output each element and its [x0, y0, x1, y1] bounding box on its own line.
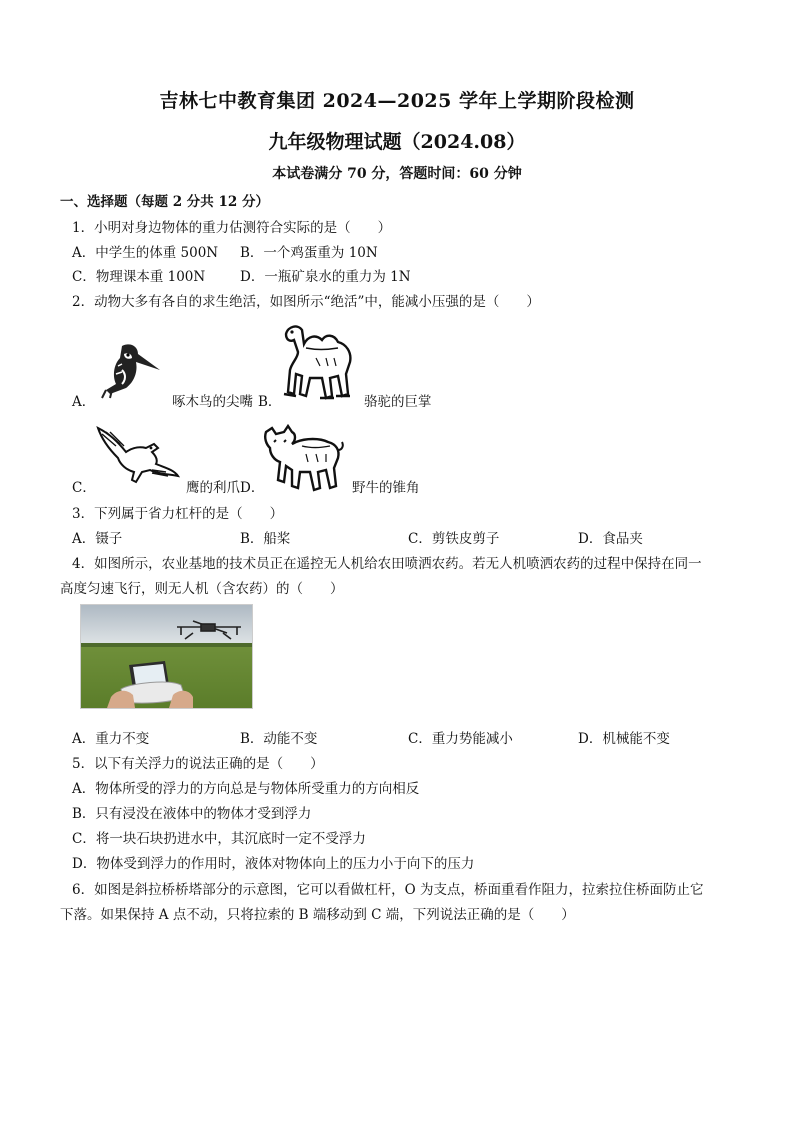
q1-stem: 1．小明对身边物体的重力估测符合实际的是（ ） [72, 220, 392, 236]
drone-field-photo [80, 604, 253, 709]
q3-option-c: C．剪铁皮剪子 [408, 531, 500, 547]
q2-option-a-letter: A． [72, 394, 96, 410]
q2-option-d-text: 野牛的锥角 [352, 480, 420, 496]
q2-option-b-letter: B． [258, 394, 282, 410]
exam-title: 吉林七中教育集团 2024—2025 学年上学期阶段检测 [159, 90, 635, 112]
q5-stem: 5．以下有关浮力的说法正确的是（ ） [72, 756, 324, 772]
q5-option-c: C．将一块石块扔进水中，其沉底时一定不受浮力 [72, 831, 366, 847]
eagle-icon [96, 424, 180, 486]
q2-option-d-letter: D． [240, 480, 265, 496]
q4-stem-line2: 高度匀速飞行，则无人机（含农药）的（ ） [60, 581, 344, 597]
q2-option-b-text: 骆驼的巨掌 [364, 394, 432, 410]
q2-stem: 2．动物大多有各自的求生绝活，如图所示“绝活”中，能减小压强的是（ ） [72, 294, 540, 310]
drone-spraying-image-icon [81, 605, 252, 708]
q5-option-d: D．物体受到浮力的作用时，液体对物体向上的压力小于向下的压力 [72, 856, 475, 872]
q5-option-b: B．只有浸没在液体中的物体才受到浮力 [72, 806, 312, 822]
q3-option-d: D．食品夹 [578, 531, 643, 547]
section-heading-choice: 一、选择题（每题 2 分共 12 分） [60, 194, 269, 210]
q4-option-a: A．重力不变 [72, 731, 150, 747]
q5-option-a: A．物体所受的浮力的方向总是与物体所受重力的方向相反 [72, 781, 420, 797]
q1-option-c: C．物理课本重 100N [72, 269, 206, 285]
q1-option-a: A．中学生的体重 500N [72, 245, 219, 261]
q2-option-c-letter: C． [72, 480, 96, 496]
q4-stem-line1: 4．如图所示，农业基地的技术员正在遥控无人机给农田喷洒农药。若无人机喷洒农药的过程中保持在同一 [72, 556, 702, 572]
exam-subtitle-grade: 九年级物理试题（2024.08） [268, 131, 526, 153]
q4-option-b: B．动能不变 [240, 731, 318, 747]
q3-option-b: B．船桨 [240, 531, 291, 547]
q3-stem: 3．下列属于省力杠杆的是（ ） [72, 506, 284, 522]
q4-option-c: C．重力势能减小 [408, 731, 513, 747]
woodpecker-icon [100, 340, 164, 402]
bison-icon [262, 420, 346, 492]
q1-option-b: B．一个鸡蛋重为 10N [240, 245, 378, 261]
q4-option-d: D．机械能不变 [578, 731, 670, 747]
exam-info: 本试卷满分 70 分，答题时间：60 分钟 [272, 166, 522, 182]
camel-icon [276, 318, 360, 402]
q3-option-a: A．镊子 [72, 531, 123, 547]
q6-stem-line2: 下落。如果保持 A 点不动，只将拉索的 B 端移动到 C 端，下列说法正确的是（ ） [60, 907, 575, 923]
q6-stem-line1: 6．如图是斜拉桥桥塔部分的示意图，它可以看做杠杆，O 为支点，桥面重看作阻力，拉索拉住桥面防止它 [72, 882, 704, 898]
q2-option-a-text: 啄木鸟的尖嘴 [172, 394, 253, 410]
q1-option-d: D．一瓶矿泉水的重力为 1N [240, 269, 411, 285]
q2-option-c-text: 鹰的利爪 [186, 480, 240, 496]
